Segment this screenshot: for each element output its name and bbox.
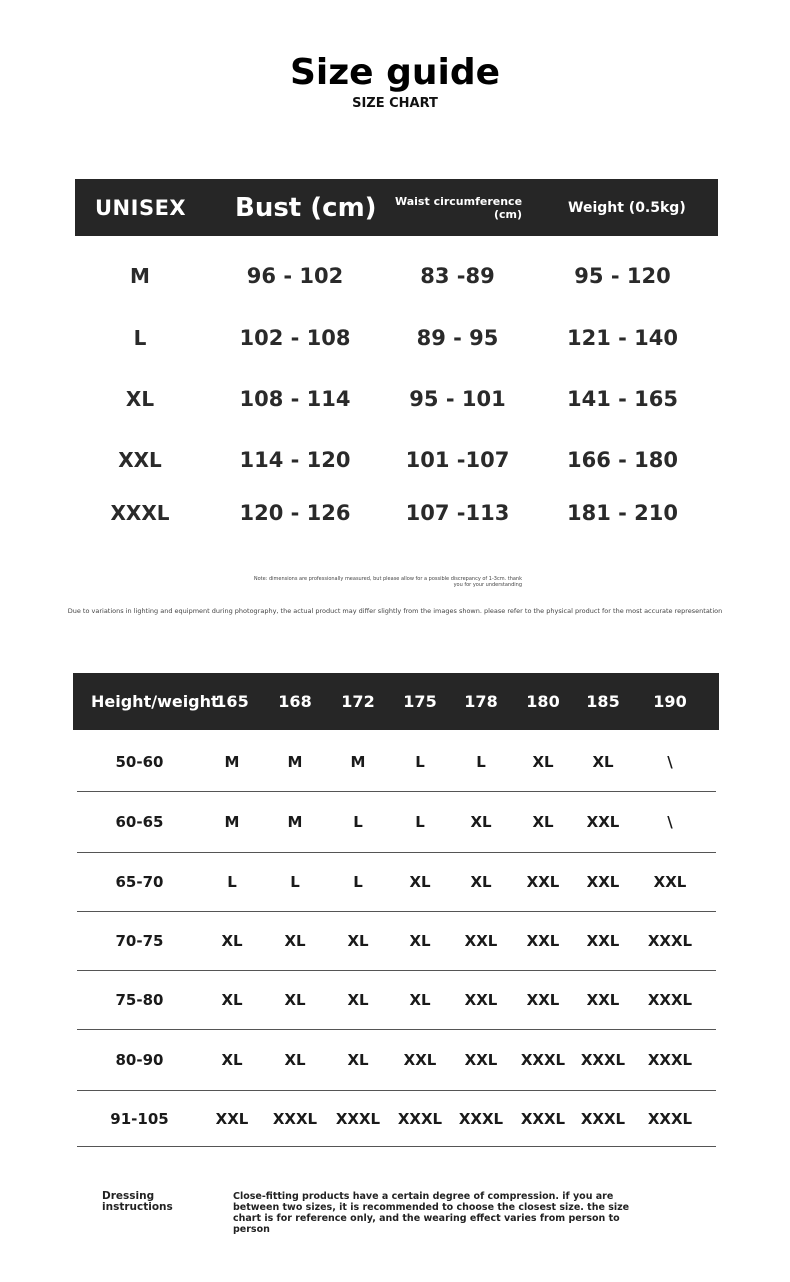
waist-cell: 83 -89 [420, 264, 495, 288]
weight-cell: 166 - 180 [566, 448, 678, 472]
waist-cell: 95 - 101 [409, 387, 506, 411]
hw-row [77, 971, 716, 1030]
dressing-label-line1: Dressing [102, 1190, 155, 1202]
hw-size-cell: XL [470, 813, 492, 831]
hw-header-height: 168 [278, 692, 312, 711]
hw-size-cell: XXXL [580, 1051, 626, 1069]
hw-size-cell: XL [409, 873, 431, 891]
bust-cell: 102 - 108 [239, 326, 351, 350]
hw-size-cell: M [350, 752, 366, 771]
hw-size-cell: XXXL [647, 932, 693, 950]
page-subtitle: SIZE CHART [352, 96, 438, 111]
hw-size-cell: L [415, 752, 425, 771]
size-cell: M [130, 264, 150, 288]
hw-size-cell: XL [284, 1051, 306, 1069]
hw-row [77, 792, 716, 853]
hw-size-cell: XL [592, 752, 614, 771]
hw-size-cell: L [353, 813, 363, 831]
hw-size-cell: XXXL [272, 1109, 318, 1128]
hw-size-cell: M [224, 813, 240, 831]
hw-size-cell: XL [221, 991, 243, 1009]
hw-size-cell: XL [347, 991, 369, 1009]
size-row [75, 435, 718, 485]
size-cell: XXL [118, 448, 162, 472]
hw-weight-cell: 65-70 [115, 873, 164, 891]
bust-cell: 120 - 126 [239, 501, 351, 525]
waist-cell: 89 - 95 [416, 326, 499, 350]
hw-row [77, 732, 716, 792]
hw-size-cell: L [227, 873, 237, 891]
hw-size-cell: M [287, 752, 303, 771]
header-waist-line2: (cm) [494, 207, 523, 221]
hw-size-cell: XL [409, 991, 431, 1009]
header-unisex: UNISEX [95, 195, 187, 220]
hw-size-cell: XL [221, 1051, 243, 1069]
hw-size-cell: XXXL [647, 1051, 693, 1069]
photo-disclaimer: Due to variations in lighting and equipment during photography, the actual product may differ slightly from the images shown. please refer to the physical product for the most accurate representation [67, 607, 723, 615]
hw-size-cell: XL [221, 932, 243, 950]
hw-size-cell: XL [409, 932, 431, 950]
hw-size-cell: XXL [586, 873, 620, 891]
size-cell: L [133, 326, 147, 350]
hw-weight-cell: 70-75 [115, 932, 164, 950]
hw-size-cell: XXXL [647, 991, 693, 1009]
hw-row [77, 853, 716, 912]
dressing-label [102, 1191, 182, 1213]
hw-weight-cell: 91-105 [110, 1109, 169, 1128]
hw-weight-cell: 75-80 [115, 991, 164, 1009]
measurement-note-line2: you for your understanding [453, 582, 522, 588]
hw-size-cell: XXL [464, 932, 498, 950]
hw-size-cell: XXXL [520, 1051, 566, 1069]
hw-size-cell: L [415, 813, 425, 831]
hw-header-height: 175 [403, 692, 437, 711]
hw-size-cell: XXL [586, 991, 620, 1009]
weight-cell: 95 - 120 [574, 264, 671, 288]
hw-header-height: 185 [586, 692, 620, 711]
hw-size-cell: XXXL [335, 1109, 381, 1128]
size-row [75, 374, 718, 424]
hw-header-height: 180 [526, 692, 560, 711]
header-waist-line1: Waist circumference [395, 194, 523, 208]
weight-cell: 181 - 210 [566, 501, 678, 525]
hw-header-height: 172 [341, 692, 375, 711]
hw-size-cell: XXXL [580, 1109, 626, 1128]
hw-size-cell: M [224, 752, 240, 771]
bust-cell: 96 - 102 [246, 264, 344, 288]
measurement-note [200, 576, 522, 588]
hw-size-cell: XL [532, 752, 554, 771]
waist-cell: 107 -113 [405, 501, 510, 525]
size-table-header [75, 179, 718, 236]
hw-table-header [73, 673, 719, 730]
hw-size-cell: L [353, 873, 363, 891]
hw-size-cell: XXL [215, 1109, 249, 1128]
weight-cell: 121 - 140 [566, 326, 678, 350]
hw-size-cell: XXXL [458, 1109, 504, 1128]
hw-weight-cell: 80-90 [115, 1051, 164, 1069]
hw-size-cell: XL [347, 932, 369, 950]
hw-size-cell: XXL [526, 873, 560, 891]
hw-size-cell: XL [470, 873, 492, 891]
hw-size-cell: L [290, 873, 300, 891]
hw-weight-cell: 50-60 [115, 752, 164, 771]
hw-header-label: Height/weight [91, 692, 219, 711]
hw-size-cell: XXXL [397, 1109, 443, 1128]
hw-size-cell: XXL [464, 991, 498, 1009]
bust-cell: 114 - 120 [239, 448, 351, 472]
hw-size-cell: XXL [526, 991, 560, 1009]
hw-weight-cell: 60-65 [115, 813, 164, 831]
hw-size-cell: \ [667, 752, 673, 771]
header-bust: Bust (cm) [235, 192, 377, 223]
hw-size-cell: XXL [653, 873, 687, 891]
dressing-text: Close-fitting products have a certain degree of compression. if you are between two sizes, it is recommended to choose the closest size. the size chart is for reference only, and the wearing effect varies from person to person [233, 1191, 630, 1235]
hw-header-height: 165 [215, 692, 249, 711]
hw-size-cell: XXL [464, 1051, 498, 1069]
hw-size-cell: \ [667, 813, 673, 831]
header-waist [395, 179, 545, 236]
header-weight: Weight (0.5kg) [568, 199, 686, 216]
hw-size-cell: XXXL [520, 1109, 566, 1128]
hw-size-cell: XXXL [647, 1109, 693, 1128]
hw-size-cell: XXL [526, 932, 560, 950]
hw-size-cell: XL [284, 991, 306, 1009]
hw-size-cell: XXL [403, 1051, 437, 1069]
size-row [75, 251, 718, 301]
measurement-note-line1: Note: dimensions are professionally measured, but please allow for a possible discrepancy of 1-3cm. thank [253, 576, 522, 582]
hw-size-cell: XL [284, 932, 306, 950]
waist-cell: 101 -107 [405, 448, 510, 472]
dressing-label-line2: instructions [102, 1201, 173, 1213]
hw-row [77, 1030, 716, 1091]
hw-header-height: 190 [653, 692, 687, 711]
hw-size-cell: XL [532, 813, 554, 831]
weight-cell: 141 - 165 [566, 387, 678, 411]
size-row [75, 488, 718, 538]
hw-size-cell: XXL [586, 813, 620, 831]
hw-header-height: 178 [464, 692, 498, 711]
size-row [75, 313, 718, 363]
bust-cell: 108 - 114 [239, 387, 351, 411]
size-cell: XL [125, 387, 155, 411]
hw-row [77, 1091, 716, 1147]
size-cell: XXXL [110, 501, 170, 525]
hw-row [77, 912, 716, 971]
hw-size-cell: L [476, 752, 486, 771]
hw-size-cell: XXL [586, 932, 620, 950]
hw-size-cell: XL [347, 1051, 369, 1069]
page-title: Size guide [289, 52, 501, 93]
hw-size-cell: M [287, 813, 303, 831]
